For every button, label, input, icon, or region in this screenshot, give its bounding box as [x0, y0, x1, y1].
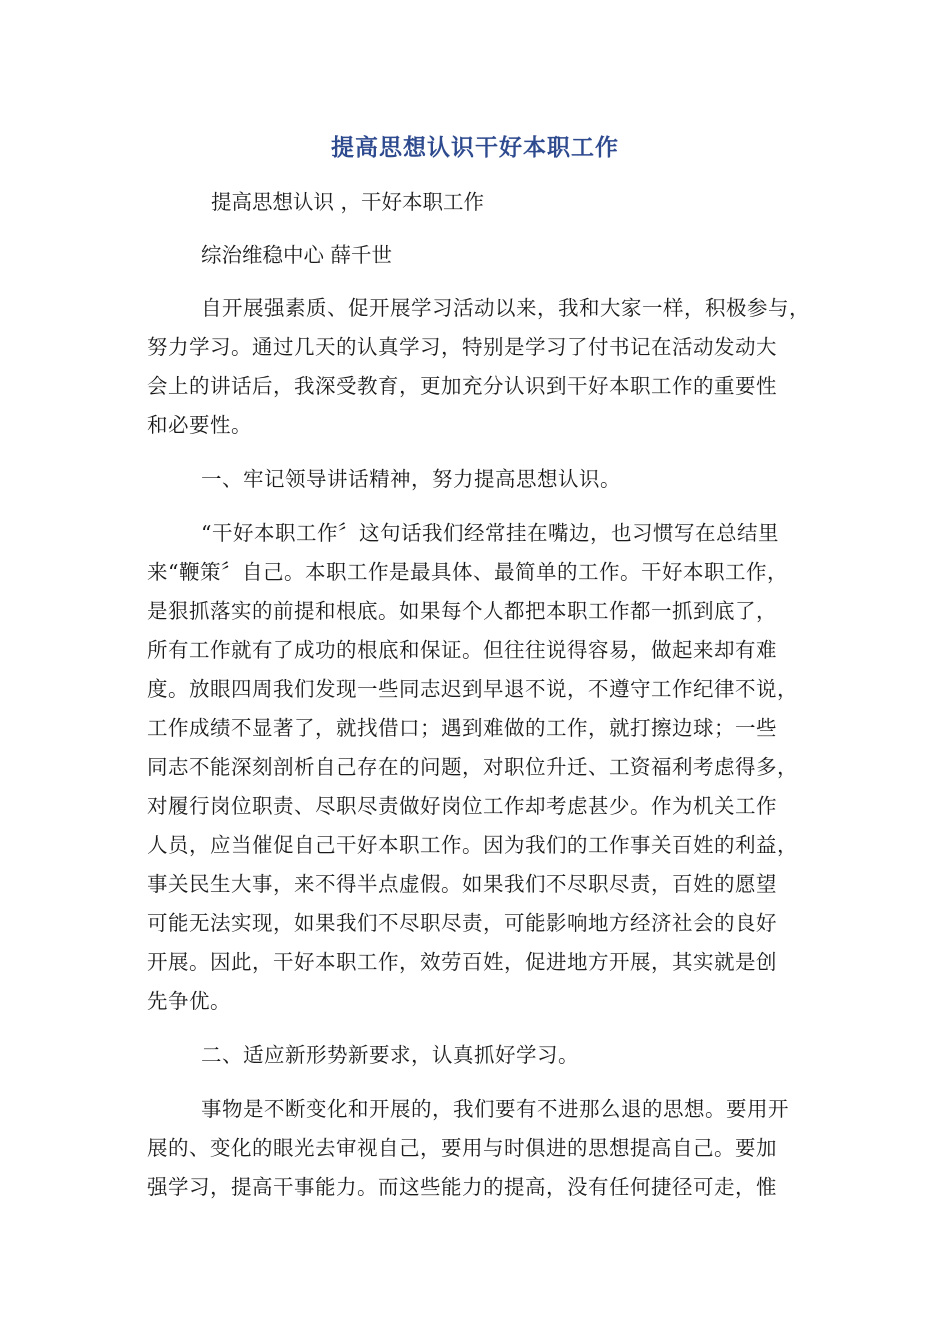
author-line: 综治维稳中心 薛千世	[201, 243, 393, 267]
section-heading: 二、适应新形势新要求，认真抓好学习。	[201, 1043, 579, 1067]
paragraph-line: 同志不能深刻剖析自己存在的问题，对职位升迁、工资福利考虑得多，	[147, 755, 798, 779]
paragraph-line: 自开展强素质、促开展学习活动以来，我和大家一样，积极参与，	[201, 296, 810, 320]
document-title: 提高思想认识干好本职工作	[331, 135, 619, 161]
section-heading: 一、牢记领导讲话精神，努力提高思想认识。	[201, 467, 621, 491]
paragraph-line: 来“鞭策〞自己。本职工作是最具体、最简单的工作。干好本职工作，	[147, 560, 788, 584]
paragraph-line: 事关民生大事，来不得半点虚假。如果我们不尽职尽责，百姓的愿望	[147, 872, 777, 896]
paragraph-line: 人员，应当催促自己干好本职工作。因为我们的工作事关百姓的利益，	[147, 833, 798, 857]
paragraph-line: 度。放眼四周我们发现一些同志迟到早退不说，不遵守工作纪律不说，	[147, 677, 798, 701]
paragraph-line: 先争优。	[147, 989, 231, 1013]
paragraph-line: “干好本职工作〞这句话我们经常挂在嘴边，也习惯写在总结里	[201, 521, 779, 545]
paragraph-line: 展的、变化的眼光去审视自己，要用与时俱进的思想提高自己。要加	[147, 1136, 777, 1160]
paragraph-line: 开展。因此，干好本职工作，效劳百姓，促进地方开展，其实就是创	[147, 950, 777, 974]
document-subtitle: 提高思想认识 ，干好本职工作	[211, 190, 485, 214]
paragraph-line: 会上的讲话后，我深受教育，更加充分认识到干好本职工作的重要性	[147, 374, 777, 398]
paragraph-line: 努力学习。通过几天的认真学习，特别是学习了付书记在活动发动大	[147, 335, 777, 359]
paragraph-line: 和必要性。	[147, 413, 252, 437]
paragraph-line: 强学习，提高干事能力。而这些能力的提高，没有任何捷径可走，惟	[147, 1175, 777, 1199]
paragraph-line: 所有工作就有了成功的根底和保证。但往往说得容易，做起来却有难	[147, 638, 777, 662]
paragraph-line: 对履行岗位职责、尽职尽责做好岗位工作却考虑甚少。作为机关工作	[147, 794, 777, 818]
paragraph-line: 事物是不断变化和开展的，我们要有不进那么退的思想。要用开	[201, 1097, 789, 1121]
paragraph-line: 可能无法实现，如果我们不尽职尽责，可能影响地方经济社会的良好	[147, 911, 777, 935]
paragraph-line: 是狠抓落实的前提和根底。如果每个人都把本职工作都一抓到底了，	[147, 599, 777, 623]
paragraph-line: 工作成绩不显著了，就找借口；遇到难做的工作，就打擦边球；一些	[147, 716, 777, 740]
